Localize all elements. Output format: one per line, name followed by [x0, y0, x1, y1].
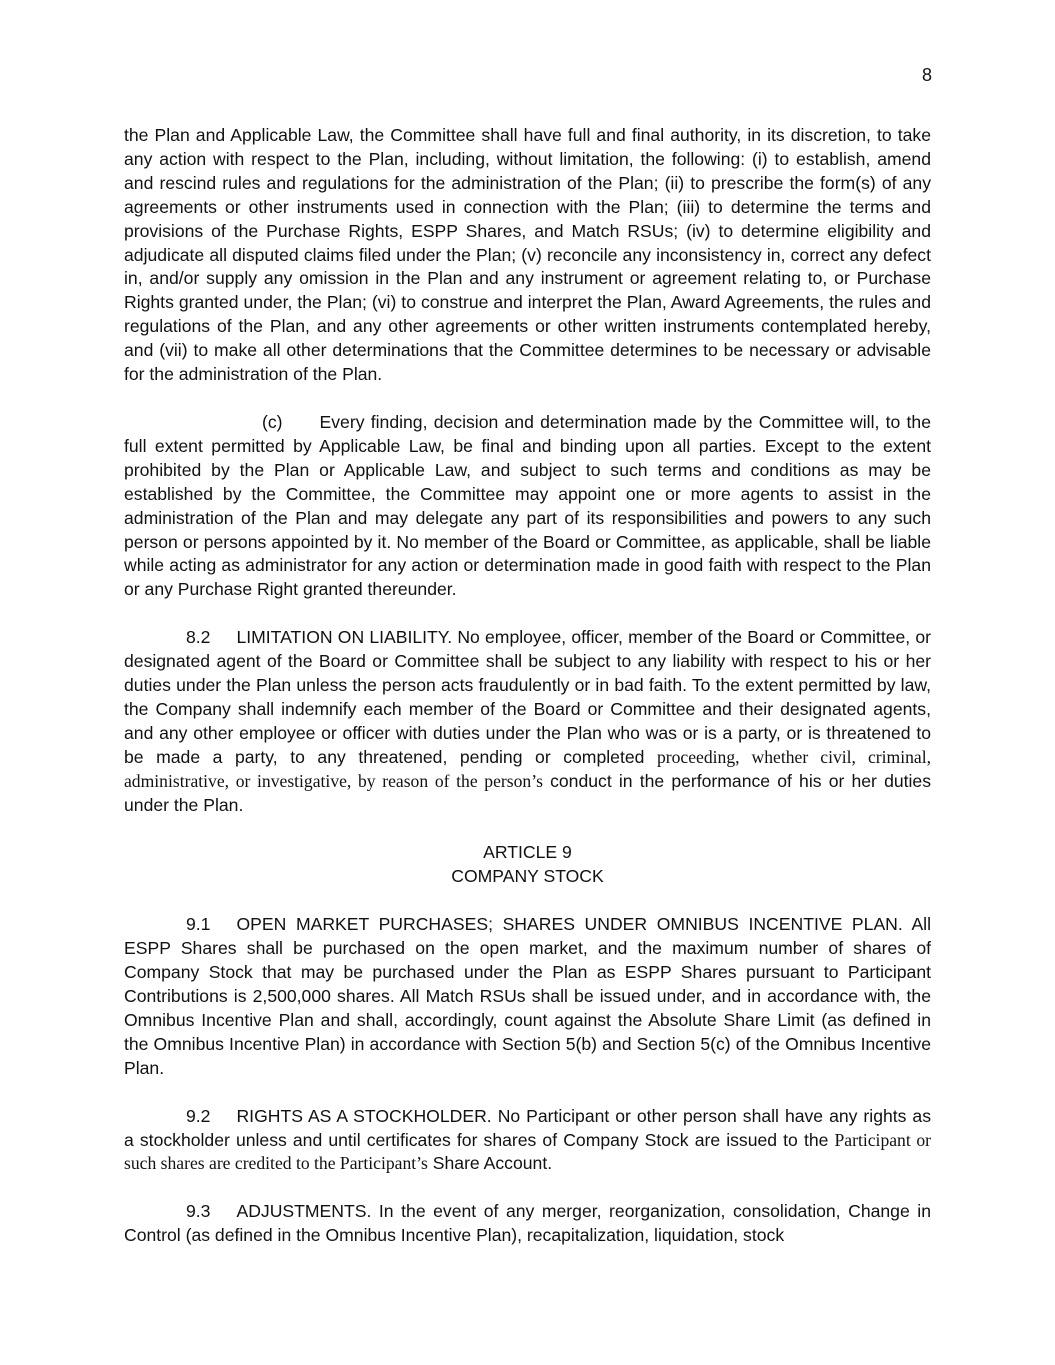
section-number: 9.2 [186, 1105, 211, 1126]
article-heading [124, 841, 931, 889]
section-9-3 [124, 1200, 931, 1248]
document-body [124, 124, 931, 1272]
section-heading: RIGHTS AS A STOCKHOLDER. [236, 1105, 492, 1126]
section-text-end: conduct in the performance of his or her duties under the Plan. [124, 770, 932, 815]
section-text-serif: proceeding, whether civil, criminal, administrative, or investigative, by reason of the person’s [124, 746, 932, 791]
section-8-2 [124, 626, 931, 817]
subsection-label: (c) [262, 411, 283, 432]
page-number: 8 [921, 65, 932, 85]
section-text: All ESPP Shares shall be purchased on the open market, and the maximum number of shares of Company Stock that may be purchased under the Plan as ESPP Shares pursuant to Participant Contributions is 2,500,000 shares. All Match RSUs shall be issued under, and in accordance with, the Omnibus Incentive Plan and shall, accordingly, count against the Absolute Share Limit (as defined in the Omnibus Incentive Plan) in accordance with Section 5(b) and Section 5(c) of the Omnibus Incentive Plan. [124, 914, 931, 1078]
section-text: In the event of any merger, reorganization, consolidation, Change in Control (as defined in the Omnibus Incentive Plan), recapitalization, liquidation, stock [124, 1201, 931, 1246]
section-text-end: Share Account. [432, 1153, 553, 1174]
article-number: ARTICLE 9 [483, 842, 572, 863]
section-text: No Participant or other person shall have any rights as a stockholder unless and until certificates for shares of Company Stock are issued to the [124, 1105, 932, 1150]
paragraph-committee-authority: the Plan and Applicable Law, the Committee shall have full and final authority, in its discretion, to take any action with respect to the Plan, including, without limitation, the following: (i) to establish, amend and rescind rules and regulations for the administration of the Plan; (ii) to prescribe the form(s) of any agreements or other instruments used in connection with the Plan; (iii) to determine the terms and provisions of the Purchase Rights, ESPP Shares, and Match RSUs; (iv) to determine eligibility and adjudicate all disputed claims filed under the Plan; (v) reconcile any inconsistency in, correct any defect in, and/or supply any omission in the Plan and any instrument or agreement relating to, or Purchase Rights granted under, the Plan; (vi) to construe and interpret the Plan, Award Agreements, the rules and regulations of the Plan, and any other agreements or other written instruments contemplated hereby, and (vii) to make all other determinations that the Committee determines to be necessary or advisable for the administration of the Plan. [124, 125, 931, 385]
article-title: COMPANY STOCK [451, 866, 604, 887]
section-heading: ADJUSTMENTS. [236, 1201, 372, 1222]
section-text-serif: Participant or such shares are credited to the Participant’s [124, 1129, 931, 1174]
section-number: 9.3 [186, 1201, 211, 1222]
section-heading: OPEN MARKET PURCHASES; SHARES UNDER OMNIBUS INCENTIVE PLAN. [236, 914, 903, 935]
section-text: No employee, officer, member of the Board or Committee, or designated agent of the Board or Committee shall be subject to any liability with respect to his or her duties under the Plan unless the person acts fraudulently or in bad faith. To the extent permitted by law, the Company shall indemnify each member of the Board or Committee and their designated agents, and any other employee or officer with duties under the Plan who was or is a party, or is threatened to be made a party, to any threatened, pending or completed [124, 627, 931, 767]
paragraph-c-findings [124, 411, 931, 602]
section-number: 8.2 [186, 627, 211, 648]
section-9-1 [124, 913, 931, 1080]
section-number: 9.1 [186, 914, 211, 935]
section-heading: LIMITATION ON LIABILITY. [236, 627, 453, 648]
subsection-text: Every finding, decision and determination made by the Committee will, to the full extent permitted by Applicable Law, be final and binding upon all parties. Except to the extent prohibited by the Plan or Applicable Law, and subject to such terms and conditions as may be established by the Committee, the Committee may appoint one or more agents to assist in the administration of the Plan and may delegate any part of its responsibilities and powers to any such person or persons appointed by it. No member of the Board or Committee, as applicable, shall be liable while acting as administrator for any action or determination made in good faith with respect to the Plan or any Purchase Right granted thereunder. [124, 411, 931, 600]
section-9-2 [124, 1105, 931, 1177]
